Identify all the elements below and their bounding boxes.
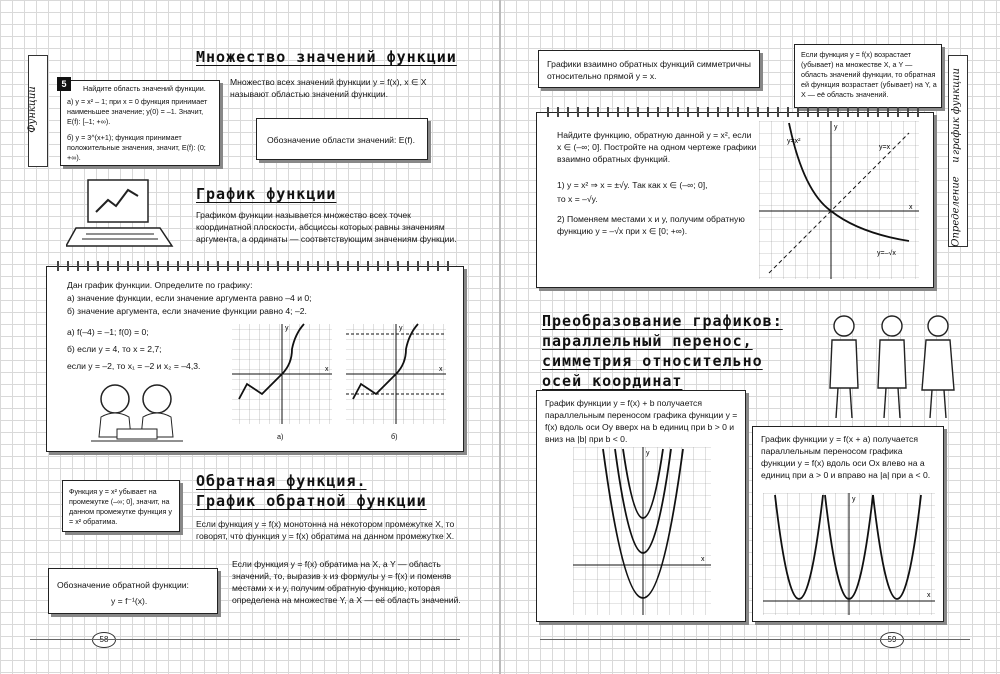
inverse-task-text: Найдите функцию, обратную данной y = x², если x ∈ (–∞; 0]. Постройте на одном чертеже графики взаимно обратных функций. [557, 130, 757, 164]
page-number-left [92, 632, 116, 648]
svg-text:x: x [439, 366, 443, 373]
page-number-right [880, 632, 904, 648]
graph-b-caption: б) [391, 432, 398, 441]
horizontal-shift-card [752, 426, 944, 622]
vertical-shift-card [536, 390, 746, 622]
right-side-tab [948, 55, 968, 247]
graph-exercise-notebook [46, 266, 464, 452]
inverse-graph [759, 121, 921, 281]
range-notation-text: Обозначение области значений: E(f). [267, 135, 415, 145]
inverse-step-2: 2) Поменяем местами x и y, получим обратную функцию y = –√x при x ∈ [0; +∞). [557, 214, 745, 236]
heading-transform-1: Преобразование графиков: [542, 312, 783, 330]
horizontal-shift-text: График функции y = f(x + a) получается параллельным переносом графика функции y = f(x) вдоль оси Ox влево на a единиц при a > 0 и вправо на |a| при a < 0. [761, 434, 931, 480]
notebook-rings [57, 261, 452, 271]
graph-label-yx: y=x [879, 144, 891, 151]
heading-inverse-2: График обратной функции [196, 492, 427, 510]
exercise-a: а) значение функции, если значение аргумента равно –4 и 0; [67, 293, 312, 303]
right-side-label-b: и [950, 156, 962, 163]
function-graph-a [229, 319, 335, 429]
footer-line-left [30, 639, 460, 640]
vertical-shift-text: График функции y = f(x) + b получается параллельным переносом графика функции y = f(x) вдоль оси Oy вверх на b единиц при b > 0 и вниз на |b| при b < 0. [545, 398, 738, 444]
horizontal-shift-graph [763, 493, 937, 617]
svg-text:x: x [927, 592, 931, 599]
vertical-shift-graph [573, 447, 713, 617]
heading-range: Множество значений функции [196, 48, 457, 66]
inverse-notation-formula: y = f⁻¹(x). [111, 596, 148, 606]
left-side-tab [28, 55, 48, 167]
monotone-inverse-note [794, 44, 942, 108]
inverse-notation-note [48, 568, 218, 614]
range-notation-note [256, 118, 428, 160]
exercise-b: б) значение аргумента, если значение функции равно 4; –2. [67, 306, 307, 316]
inverse-notation-label: Обозначение обратной функции: [57, 580, 189, 590]
symmetry-note [538, 50, 760, 88]
svg-text:y: y [834, 124, 838, 131]
footer-line-right [540, 639, 970, 640]
svg-text:y: y [852, 496, 856, 503]
heading-transform-2: параллельный перенос, [542, 332, 753, 350]
svg-text:y: y [399, 325, 403, 332]
people-illustration [822, 310, 962, 420]
task-range-a: а) y = x² – 1; при x = 0 функция принимает наименьшее значение; y(0) = –1. Значит, E(f): [–1; +∞). [67, 97, 208, 126]
svg-text:y: y [646, 450, 650, 457]
answer-a: а) f(–4) = –1; f(0) = 0; [67, 327, 149, 337]
svg-text:x: x [325, 366, 329, 373]
heading-graph: График функции [196, 185, 337, 203]
invertible-definition: Если функция y = f(x) монотонна на некотором промежутке X, то говорят, что функция y = f(x) обратима на данном промежутке X. [196, 519, 455, 541]
graph-definition: Графиком функции называется множество всех точек координатной плоскости, абсциссы которых равны значениям аргумента, а ординаты — соответствующим значениям функции. [196, 210, 457, 244]
page-spine [499, 0, 501, 674]
monotone-inverse-text: Если функция y = f(x) возрастает (убывает) на множестве X, а Y — область значений функции, то обратная ей функция возрастает (убывает) на Y, а X — её область значений. [801, 50, 937, 99]
svg-text:x: x [909, 204, 913, 211]
inverse-construction: Если функция y = f(x) обратима на X, а Y — область значений, то, выразив x из формулы y = f(x) и поменяв местами x и y, получим обратную функцию, которая определена на множестве Y, а X — её область значений. [232, 559, 461, 605]
answer-c: если y = –2, то x₁ = –2 и x₂ = –4,3. [67, 361, 201, 371]
svg-text:x: x [701, 556, 705, 563]
notebook-rings-right [547, 107, 922, 117]
right-side-label-a: Определение [950, 176, 962, 247]
task-range-b: б) y = 3^(x+1); функция принимает положительные значения, значит, E(f): (0; +∞). [67, 133, 206, 162]
svg-text:y: y [285, 325, 289, 332]
task-range-title: Найдите область значений функции. [83, 84, 206, 93]
right-side-label-c: график функции [950, 68, 962, 155]
monotone-note [62, 480, 180, 532]
range-definition: Множество всех значений функции y = f(x), x ∈ X называют областью значений функции. [230, 77, 427, 99]
graph-label-sqrt: y=–√x [877, 250, 896, 257]
inverse-step-1b: то x = –√y. [557, 194, 598, 204]
function-graph-b [343, 319, 449, 429]
heading-transform-4: осей координат [542, 372, 683, 390]
exercise-intro: Дан график функции. Определите по графику: [67, 280, 253, 290]
heading-inverse-1: Обратная функция. [196, 472, 367, 490]
monotone-note-text: Функция y = x² убывает на промежутке (–∞; 0], значит, на данном промежутке функция y = x² обратима. [69, 487, 172, 526]
task-range-card [60, 80, 220, 166]
kids-illustration [87, 377, 187, 445]
task-number-badge: 5 [57, 77, 71, 91]
graph-label-x2: y=x² [787, 138, 801, 145]
inverse-task-notebook [536, 112, 934, 288]
heading-transform-3: симметрия относительно [542, 352, 763, 370]
graph-a-caption: а) [277, 432, 284, 441]
inverse-step-1a: 1) y = x² ⇒ x = ±√y. Так как x ∈ (–∞; 0], [557, 180, 708, 190]
left-side-label: Функции [26, 86, 38, 133]
laptop-illustration [66, 176, 176, 256]
symmetry-text: Графики взаимно обратных функций симметричны относительно прямой y = x. [547, 59, 751, 81]
answer-b: б) если y = 4, то x = 2,7; [67, 344, 162, 354]
